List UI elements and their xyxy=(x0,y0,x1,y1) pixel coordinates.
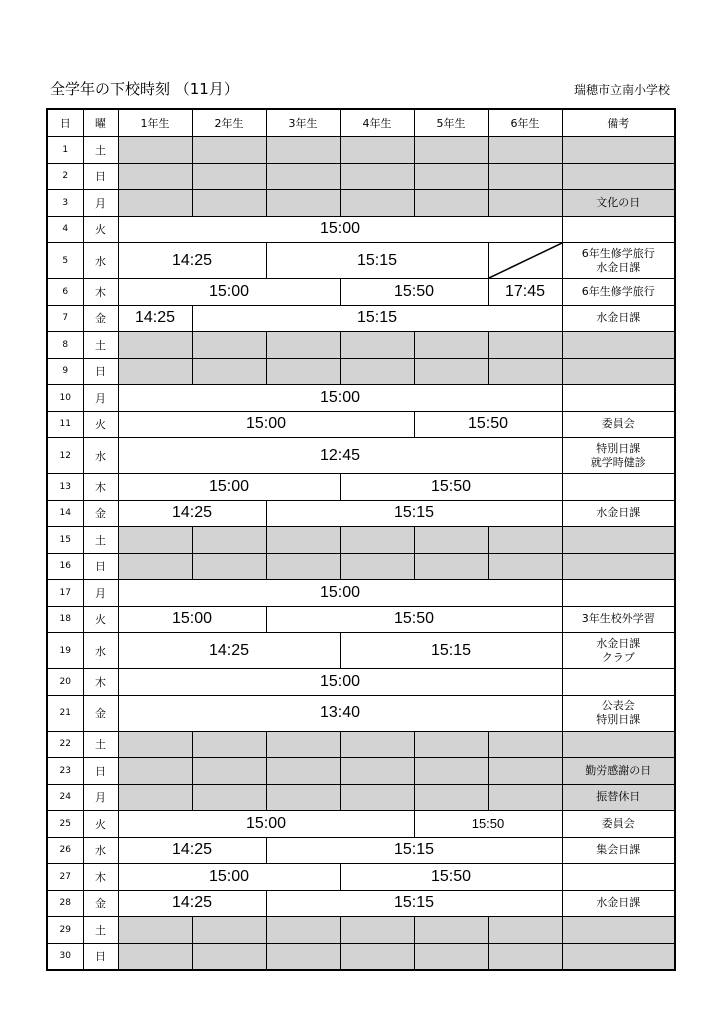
day-cell: 27 xyxy=(47,864,83,891)
day-cell: 23 xyxy=(47,758,83,785)
holiday-cell xyxy=(488,758,562,785)
col-header: 2年生 xyxy=(192,109,266,137)
holiday-cell xyxy=(118,784,192,811)
weekday-cell: 水 xyxy=(83,633,118,669)
day-cell: 24 xyxy=(47,784,83,811)
day-cell: 26 xyxy=(47,837,83,864)
weekday-cell: 火 xyxy=(83,606,118,633)
weekday-cell: 水 xyxy=(83,438,118,474)
holiday-cell xyxy=(488,358,562,385)
weekday-cell: 土 xyxy=(83,137,118,164)
col-header: 4年生 xyxy=(340,109,414,137)
holiday-cell xyxy=(192,332,266,359)
weekday-cell: 月 xyxy=(83,580,118,607)
holiday-cell xyxy=(340,784,414,811)
table-row xyxy=(47,385,675,412)
time-cell: 15:50 xyxy=(414,811,562,838)
table-row xyxy=(47,917,675,944)
time-cell: 15:50 xyxy=(266,606,562,633)
holiday-cell xyxy=(192,758,266,785)
holiday-cell xyxy=(192,358,266,385)
table-row xyxy=(47,216,675,243)
weekday-cell: 木 xyxy=(83,669,118,696)
time-cell: 14:25 xyxy=(118,500,266,527)
time-cell: 15:50 xyxy=(340,279,488,306)
note-line: 水金日課 xyxy=(596,896,641,910)
holiday-cell xyxy=(414,527,488,554)
holiday-cell xyxy=(414,731,488,758)
time-cell: 14:25 xyxy=(118,890,266,917)
col-header: 6年生 xyxy=(488,109,562,137)
holiday-cell xyxy=(118,527,192,554)
weekday-cell: 日 xyxy=(83,553,118,580)
holiday-cell xyxy=(488,731,562,758)
table-row xyxy=(47,890,675,917)
note-cell xyxy=(562,890,675,917)
table-row xyxy=(47,474,675,501)
note-line: 水金日課 xyxy=(596,636,641,650)
time-cell: 15:00 xyxy=(118,606,266,633)
day-cell: 2 xyxy=(47,163,83,190)
note-cell xyxy=(562,943,675,970)
holiday-cell xyxy=(414,758,488,785)
school-name: 瑞穂市立南小学校 xyxy=(573,83,670,97)
weekday-cell: 木 xyxy=(83,474,118,501)
holiday-cell xyxy=(266,758,340,785)
holiday-cell xyxy=(118,163,192,190)
holiday-cell xyxy=(488,163,562,190)
note-line: 6年生修学旅行 xyxy=(581,284,655,298)
day-cell: 25 xyxy=(47,811,83,838)
weekday-cell: 木 xyxy=(83,864,118,891)
note-line: 集会日課 xyxy=(596,843,641,857)
time-cell: 15:00 xyxy=(118,385,562,412)
table-row xyxy=(47,500,675,527)
table-row xyxy=(47,837,675,864)
header-row xyxy=(47,109,675,137)
holiday-cell xyxy=(340,137,414,164)
table-row xyxy=(47,943,675,970)
note-line: 3年生校外学習 xyxy=(581,612,655,626)
table-row xyxy=(47,580,675,607)
holiday-cell xyxy=(340,553,414,580)
weekday-cell: 月 xyxy=(83,784,118,811)
day-cell: 3 xyxy=(47,190,83,217)
time-cell: 13:40 xyxy=(118,695,562,731)
holiday-cell xyxy=(340,758,414,785)
note-line: 水金日課 xyxy=(596,311,641,325)
holiday-cell xyxy=(266,553,340,580)
holiday-cell xyxy=(488,332,562,359)
page-title: 全学年の下校時刻 （11月） xyxy=(50,80,239,98)
day-cell: 29 xyxy=(47,917,83,944)
note-cell xyxy=(562,864,675,891)
table-row xyxy=(47,784,675,811)
note-cell xyxy=(562,606,675,633)
day-cell: 28 xyxy=(47,890,83,917)
day-cell: 1 xyxy=(47,137,83,164)
holiday-cell xyxy=(192,137,266,164)
note-cell xyxy=(562,305,675,332)
col-header: 3年生 xyxy=(266,109,340,137)
table-row xyxy=(47,137,675,164)
time-cell: 15:00 xyxy=(118,216,562,243)
table-row xyxy=(47,553,675,580)
note-cell xyxy=(562,553,675,580)
weekday-cell: 土 xyxy=(83,527,118,554)
time-cell: 14:25 xyxy=(118,243,266,279)
note-line: 特別日課 xyxy=(596,713,641,726)
note-cell xyxy=(562,474,675,501)
day-cell: 12 xyxy=(47,438,83,474)
note-cell xyxy=(562,580,675,607)
note-cell xyxy=(562,837,675,864)
col-header: 日 xyxy=(47,109,83,137)
holiday-cell xyxy=(192,731,266,758)
time-cell: 17:45 xyxy=(488,279,562,306)
note-line: 水金日課 xyxy=(596,260,641,274)
holiday-cell xyxy=(192,784,266,811)
table-row xyxy=(47,438,675,474)
holiday-cell xyxy=(118,190,192,217)
day-cell: 11 xyxy=(47,411,83,438)
time-cell: 15:00 xyxy=(118,411,414,438)
note-line: 振替休日 xyxy=(596,790,641,804)
table-row xyxy=(47,279,675,306)
holiday-cell xyxy=(340,917,414,944)
note-cell xyxy=(562,358,675,385)
day-cell: 15 xyxy=(47,527,83,554)
weekday-cell: 月 xyxy=(83,385,118,412)
time-cell: 12:45 xyxy=(118,438,562,474)
note-cell xyxy=(562,527,675,554)
holiday-cell xyxy=(414,943,488,970)
holiday-cell xyxy=(192,553,266,580)
table-row xyxy=(47,606,675,633)
weekday-cell: 木 xyxy=(83,279,118,306)
weekday-cell: 火 xyxy=(83,411,118,438)
weekday-cell: 土 xyxy=(83,917,118,944)
col-header: 曜 xyxy=(83,109,118,137)
note-cell xyxy=(562,784,675,811)
note-cell xyxy=(562,500,675,527)
holiday-cell xyxy=(266,731,340,758)
time-cell: 15:50 xyxy=(340,864,562,891)
holiday-cell xyxy=(414,190,488,217)
holiday-cell xyxy=(118,758,192,785)
note-cell xyxy=(562,438,675,474)
holiday-cell xyxy=(266,358,340,385)
table-row xyxy=(47,811,675,838)
weekday-cell: 水 xyxy=(83,837,118,864)
note-line: 委員会 xyxy=(601,417,635,431)
holiday-cell xyxy=(414,358,488,385)
day-cell: 8 xyxy=(47,332,83,359)
note-line: 勤労感謝の日 xyxy=(585,763,652,777)
holiday-cell xyxy=(118,332,192,359)
holiday-cell xyxy=(118,137,192,164)
holiday-cell xyxy=(192,163,266,190)
day-cell: 10 xyxy=(47,385,83,412)
holiday-cell xyxy=(414,553,488,580)
table-row xyxy=(47,633,675,669)
holiday-cell xyxy=(340,332,414,359)
day-cell: 30 xyxy=(47,943,83,970)
table-row xyxy=(47,411,675,438)
holiday-cell xyxy=(488,917,562,944)
time-cell: 14:25 xyxy=(118,837,266,864)
note-line: 特別日課 xyxy=(596,441,641,455)
holiday-cell xyxy=(118,731,192,758)
col-header: 備考 xyxy=(562,109,675,137)
holiday-cell xyxy=(340,190,414,217)
day-cell: 17 xyxy=(47,580,83,607)
time-cell: 15:15 xyxy=(192,305,562,332)
day-cell: 5 xyxy=(47,243,83,279)
holiday-cell xyxy=(192,943,266,970)
table-row xyxy=(47,695,675,731)
holiday-cell xyxy=(488,784,562,811)
time-cell: 15:00 xyxy=(118,279,340,306)
schedule-body xyxy=(47,137,675,970)
weekday-cell: 日 xyxy=(83,758,118,785)
table-row xyxy=(47,332,675,359)
table-row xyxy=(47,527,675,554)
day-cell: 4 xyxy=(47,216,83,243)
holiday-cell xyxy=(266,784,340,811)
time-cell: 15:15 xyxy=(340,633,562,669)
note-cell xyxy=(562,243,675,279)
holiday-cell xyxy=(488,190,562,217)
table-row xyxy=(47,731,675,758)
note-cell xyxy=(562,332,675,359)
col-header: 5年生 xyxy=(414,109,488,137)
holiday-cell xyxy=(266,332,340,359)
holiday-cell xyxy=(266,137,340,164)
holiday-cell xyxy=(266,190,340,217)
weekday-cell: 日 xyxy=(83,163,118,190)
note-line: 文化の日 xyxy=(596,195,641,209)
holiday-cell xyxy=(192,917,266,944)
holiday-cell xyxy=(340,731,414,758)
time-cell: 15:50 xyxy=(414,411,562,438)
table-row xyxy=(47,669,675,696)
holiday-cell xyxy=(488,527,562,554)
note-cell xyxy=(562,695,675,731)
weekday-cell: 水 xyxy=(83,243,118,279)
holiday-cell xyxy=(340,943,414,970)
holiday-cell xyxy=(414,332,488,359)
holiday-cell xyxy=(118,943,192,970)
table-row xyxy=(47,358,675,385)
col-header: 1年生 xyxy=(118,109,192,137)
time-cell: 15:00 xyxy=(118,580,562,607)
holiday-cell xyxy=(266,943,340,970)
note-line: クラブ xyxy=(601,650,635,664)
table-row xyxy=(47,305,675,332)
day-cell: 13 xyxy=(47,474,83,501)
time-cell: 14:25 xyxy=(118,305,192,332)
day-cell: 21 xyxy=(47,695,83,731)
holiday-cell xyxy=(488,137,562,164)
no-dismissal-cell xyxy=(488,243,562,279)
weekday-cell: 土 xyxy=(83,332,118,359)
time-cell: 15:15 xyxy=(266,890,562,917)
holiday-cell xyxy=(192,527,266,554)
table-row xyxy=(47,758,675,785)
weekday-cell: 金 xyxy=(83,695,118,731)
day-cell: 9 xyxy=(47,358,83,385)
time-cell: 15:15 xyxy=(266,500,562,527)
table-row xyxy=(47,864,675,891)
note-cell xyxy=(562,137,675,164)
day-cell: 20 xyxy=(47,669,83,696)
table-row xyxy=(47,243,675,279)
holiday-cell xyxy=(118,917,192,944)
note-cell xyxy=(562,216,675,243)
weekday-cell: 土 xyxy=(83,731,118,758)
weekday-cell: 日 xyxy=(83,358,118,385)
time-cell: 14:25 xyxy=(118,633,340,669)
holiday-cell xyxy=(414,917,488,944)
day-cell: 7 xyxy=(47,305,83,332)
day-cell: 14 xyxy=(47,500,83,527)
note-cell xyxy=(562,385,675,412)
holiday-cell xyxy=(266,163,340,190)
table-row xyxy=(47,190,675,217)
holiday-cell xyxy=(118,553,192,580)
holiday-cell xyxy=(340,527,414,554)
time-cell: 15:50 xyxy=(340,474,562,501)
day-cell: 22 xyxy=(47,731,83,758)
day-cell: 18 xyxy=(47,606,83,633)
table-row xyxy=(47,163,675,190)
weekday-cell: 金 xyxy=(83,500,118,527)
time-cell: 15:15 xyxy=(266,837,562,864)
holiday-cell xyxy=(266,527,340,554)
note-cell xyxy=(562,163,675,190)
weekday-cell: 金 xyxy=(83,890,118,917)
note-cell xyxy=(562,411,675,438)
diagonal-slash xyxy=(489,243,562,278)
note-cell xyxy=(562,758,675,785)
note-cell xyxy=(562,190,675,217)
note-cell xyxy=(562,811,675,838)
note-cell xyxy=(562,279,675,306)
note-line: 6年生修学旅行 xyxy=(581,246,655,260)
holiday-cell xyxy=(340,163,414,190)
holiday-cell xyxy=(414,137,488,164)
day-cell: 16 xyxy=(47,553,83,580)
holiday-cell xyxy=(414,163,488,190)
holiday-cell xyxy=(414,784,488,811)
time-cell: 15:00 xyxy=(118,811,414,838)
weekday-cell: 日 xyxy=(83,943,118,970)
weekday-cell: 火 xyxy=(83,216,118,243)
weekday-cell: 火 xyxy=(83,811,118,838)
holiday-cell xyxy=(118,358,192,385)
holiday-cell xyxy=(192,190,266,217)
holiday-cell xyxy=(340,358,414,385)
time-cell: 15:15 xyxy=(266,243,488,279)
note-cell xyxy=(562,731,675,758)
time-cell: 15:00 xyxy=(118,864,340,891)
note-line: 水金日課 xyxy=(596,506,641,520)
day-cell: 6 xyxy=(47,279,83,306)
note-line: 就学時健診 xyxy=(590,455,646,469)
note-cell xyxy=(562,633,675,669)
day-cell: 19 xyxy=(47,633,83,669)
time-cell: 15:00 xyxy=(118,474,340,501)
note-line: 委員会 xyxy=(601,816,635,830)
schedule-table xyxy=(46,108,676,971)
note-cell xyxy=(562,917,675,944)
holiday-cell xyxy=(488,553,562,580)
holiday-cell xyxy=(488,943,562,970)
weekday-cell: 月 xyxy=(83,190,118,217)
note-cell xyxy=(562,669,675,696)
holiday-cell xyxy=(266,917,340,944)
time-cell: 15:00 xyxy=(118,669,562,696)
note-line: 公表会 xyxy=(601,699,635,712)
weekday-cell: 金 xyxy=(83,305,118,332)
